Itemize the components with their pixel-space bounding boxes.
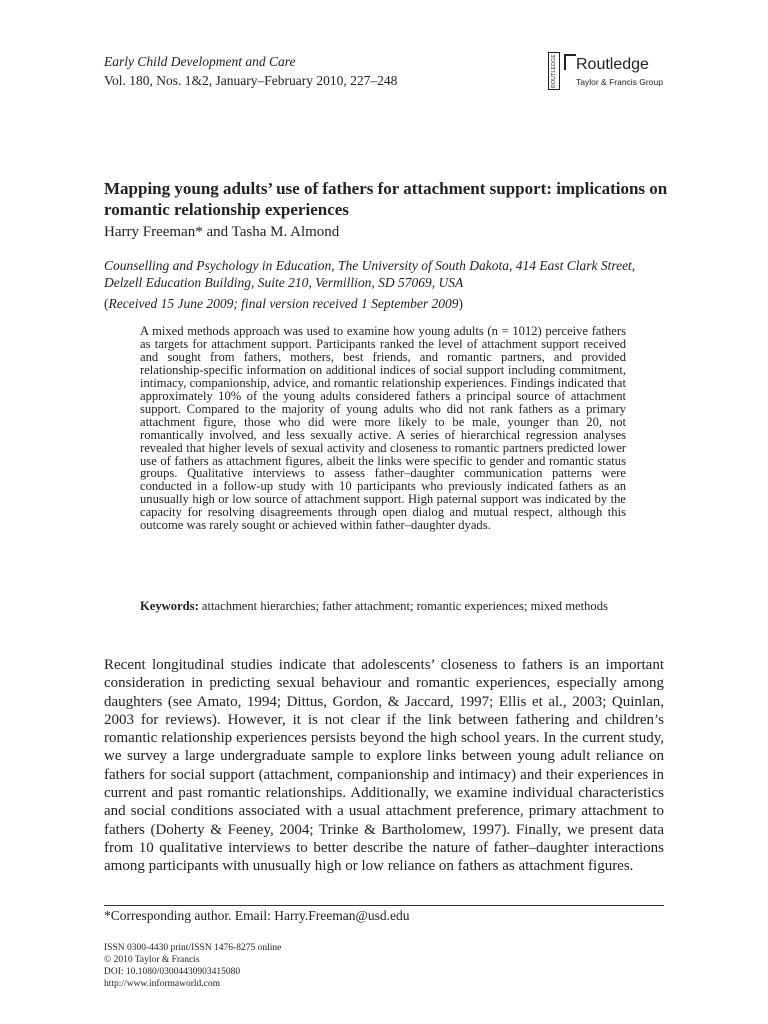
corresponding-author: *Corresponding author. Email: Harry.Freeman@usd.edu xyxy=(104,908,410,923)
abstract: A mixed methods approach was used to examine how young adults (n = 1012) perceive fathers as targets for attachment support. Participants ranked the level of attachment support received and sought from fathers, mothers, best friends, and romantic partners, and provided relationship-specific information on additional indices of social support including commitment, intimacy, companionship, advice, and romantic relationship experiences. Findings indicated that approximately 10% of the young adults considered fathers a principal source of attachment support. Compared to the majority of young adults who did not rank fathers as a primary attachment figure, those who did were more likely to be male, younger than 20, not romantically involved, and less sexually active. A series of hierarchical regression analyses revealed that higher levels of sexual activity and closeness to romantic partners predicted lower use of fathers as attachment figures, albeit the links were specific to gender and romantic status groups. Qualitative interviews to assess father–daughter communication patterns were conducted in a follow-up study with 10 participants who previously indicated fathers as an unusually high or low source of attachment support. High paternal support was indicated by the capacity for resolving disagreements through open dialog and mutual respect, although this outcome was rarely sought or achieved within father–daughter dyads. xyxy=(140,324,626,533)
author-affiliation: Counselling and Psychology in Education, The University of South Dakota, 414 East Clark Street, Delzell Education Building, Suite 210, Vermillion, SD 57069, USA xyxy=(104,258,636,290)
issn-line: ISSN 0300-4430 print/ISSN 1476-8275 online xyxy=(104,943,282,953)
footnote-rule xyxy=(104,905,664,906)
keywords-list: attachment hierarchies; father attachment; romantic experiences; mixed methods xyxy=(201,599,608,613)
publisher-logo xyxy=(548,50,668,96)
doi-line: DOI: 10.1080/03004430903415080 xyxy=(104,967,241,977)
article-authors: Harry Freeman* and Tasha M. Almond xyxy=(104,224,340,240)
journal-header xyxy=(104,52,397,90)
journal-volume: Vol. 180, Nos. 1&2, January–February 2010, 227–248 xyxy=(104,73,398,88)
body-paragraph: Recent longitudinal studies indicate that adolescents’ closeness to fathers is an important consideration in predicting sexual behaviour and romantic experiences, especially among daughters (see Amato, 1994; Dittus, Gordon, & Jaccard, 1997; Ellis et al., 2003; Quinlan, 2003 for reviews). However, it is not clear if the link between fathering and children’s romantic relationship experiences persists beyond the high school years. In the current study, we survey a large undergraduate sample to explore links between young adult reliance on fathers for social support (attachment, companionship and intimacy) and their experiences in current and past romantic relationships. Additionally, we examine individual characteristics and social conditions associated with a usual attachment preference, primary attachment to fathers (Doherty & Feeney, 2004; Trinke & Bartholomew, 1997). Finally, we present data from 10 qualitative interviews to better describe the nature of father–daughter interactions among participants with unusually high or low reliance on fathers as attachment figures. xyxy=(104,657,664,875)
journal-name: Early Child Development and Care xyxy=(104,54,296,69)
routledge-r-icon xyxy=(564,54,576,70)
copyright-line: © 2010 Taylor & Francis xyxy=(104,955,200,965)
publication-info xyxy=(104,942,281,990)
website-link[interactable]: http://www.informaworld.com xyxy=(104,979,221,989)
publisher-group: Taylor & Francis Group xyxy=(576,77,663,87)
received-dates: (Received 15 June 2009; final version received 1 September 2009) xyxy=(104,296,463,311)
article-title: Mapping young adults’ use of fathers for attachment support: implications on romantic relationship experiences xyxy=(104,179,668,219)
keywords-label: Keywords: xyxy=(140,599,199,613)
publisher-name: Routledge xyxy=(576,56,649,73)
keywords xyxy=(140,599,626,613)
routledge-vertical-mark: ROUTLEDGE xyxy=(548,52,560,90)
